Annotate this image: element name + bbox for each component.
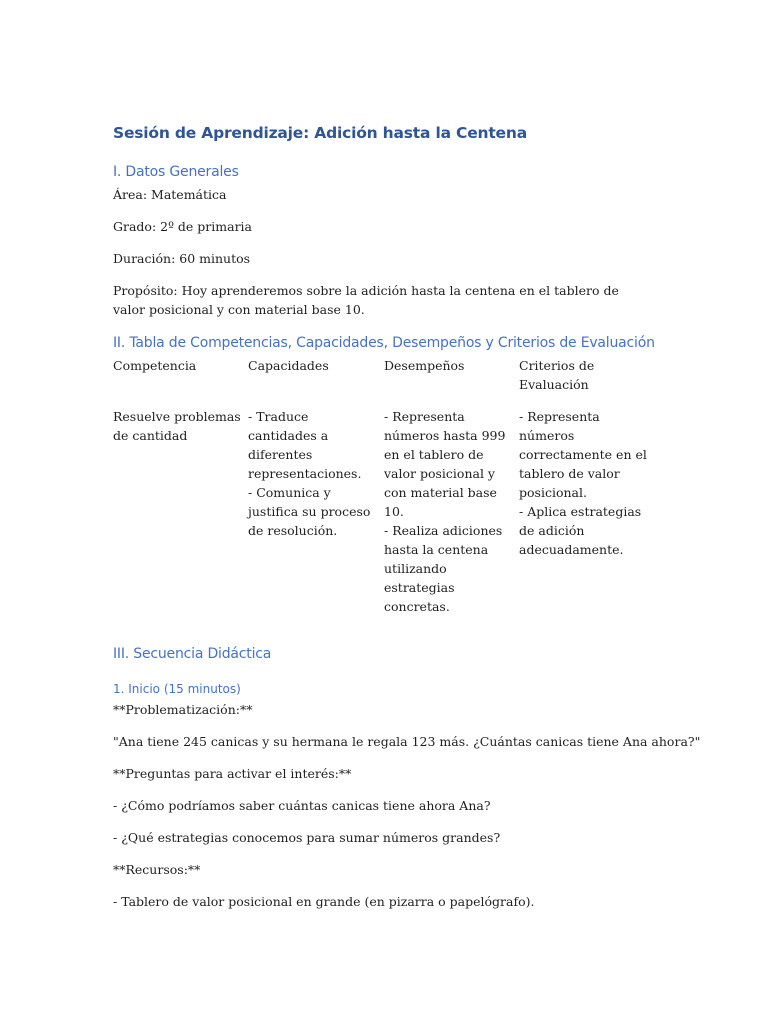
subheading-inicio: 1. Inicio (15 minutos) bbox=[113, 682, 241, 696]
section-heading-secuencia: III. Secuencia Didáctica bbox=[113, 646, 272, 662]
problema-text: "Ana tiene 245 canicas y su hermana le regala 123 más. ¿Cuántas canicas tiene Ana ahora?" bbox=[113, 734, 701, 749]
table-header-cell: Criterios de Evaluación bbox=[519, 358, 595, 392]
recursos-label: **Recursos:** bbox=[113, 862, 201, 877]
table-cell-desempenos: - Representa números hasta 999 en el tablero de valor posicional y con material base 10. - Realiza adiciones hasta la centena utilizando estrategias concretas. bbox=[384, 409, 506, 614]
table-cell-capacidades: - Traduce cantidades a diferentes representaciones. - Comunica y justifica su proceso de resolución. bbox=[248, 409, 371, 538]
table-cell-criterios: - Representa números correctamente en el tablero de valor posicional. - Aplica estrategias de adición adecuadamente. bbox=[519, 409, 647, 557]
grado-text: Grado: 2º de primaria bbox=[113, 219, 253, 234]
table-header-cell: Competencia bbox=[113, 358, 197, 373]
table-cell-competencia: Resuelve problemas de cantidad bbox=[113, 409, 241, 443]
table-header-cell: Desempeños bbox=[384, 358, 465, 373]
recurso-item: - Tablero de valor posicional en grande (en pizarra o papelógrafo). bbox=[113, 894, 535, 909]
document-title: Sesión de Aprendizaje: Adición hasta la Centena bbox=[113, 124, 527, 142]
section-heading-tabla: II. Tabla de Competencias, Capacidades, Desempeños y Criterios de Evaluación bbox=[113, 335, 655, 351]
pregunta-item: - ¿Qué estrategias conocemos para sumar números grandes? bbox=[113, 830, 501, 845]
proposito-text: Propósito: Hoy aprenderemos sobre la adición hasta la centena en el tablero de valor posicional y con material base 10. bbox=[113, 283, 619, 317]
area-text: Área: Matemática bbox=[113, 187, 227, 202]
preguntas-label: **Preguntas para activar el interés:** bbox=[113, 766, 352, 781]
section-heading-datos-generales: I. Datos Generales bbox=[113, 164, 239, 180]
table-header-cell: Capacidades bbox=[248, 358, 329, 373]
problematizacion-label: **Problematización:** bbox=[113, 702, 253, 717]
duracion-text: Duración: 60 minutos bbox=[113, 251, 251, 266]
pregunta-item: - ¿Cómo podríamos saber cuántas canicas tiene ahora Ana? bbox=[113, 798, 491, 813]
